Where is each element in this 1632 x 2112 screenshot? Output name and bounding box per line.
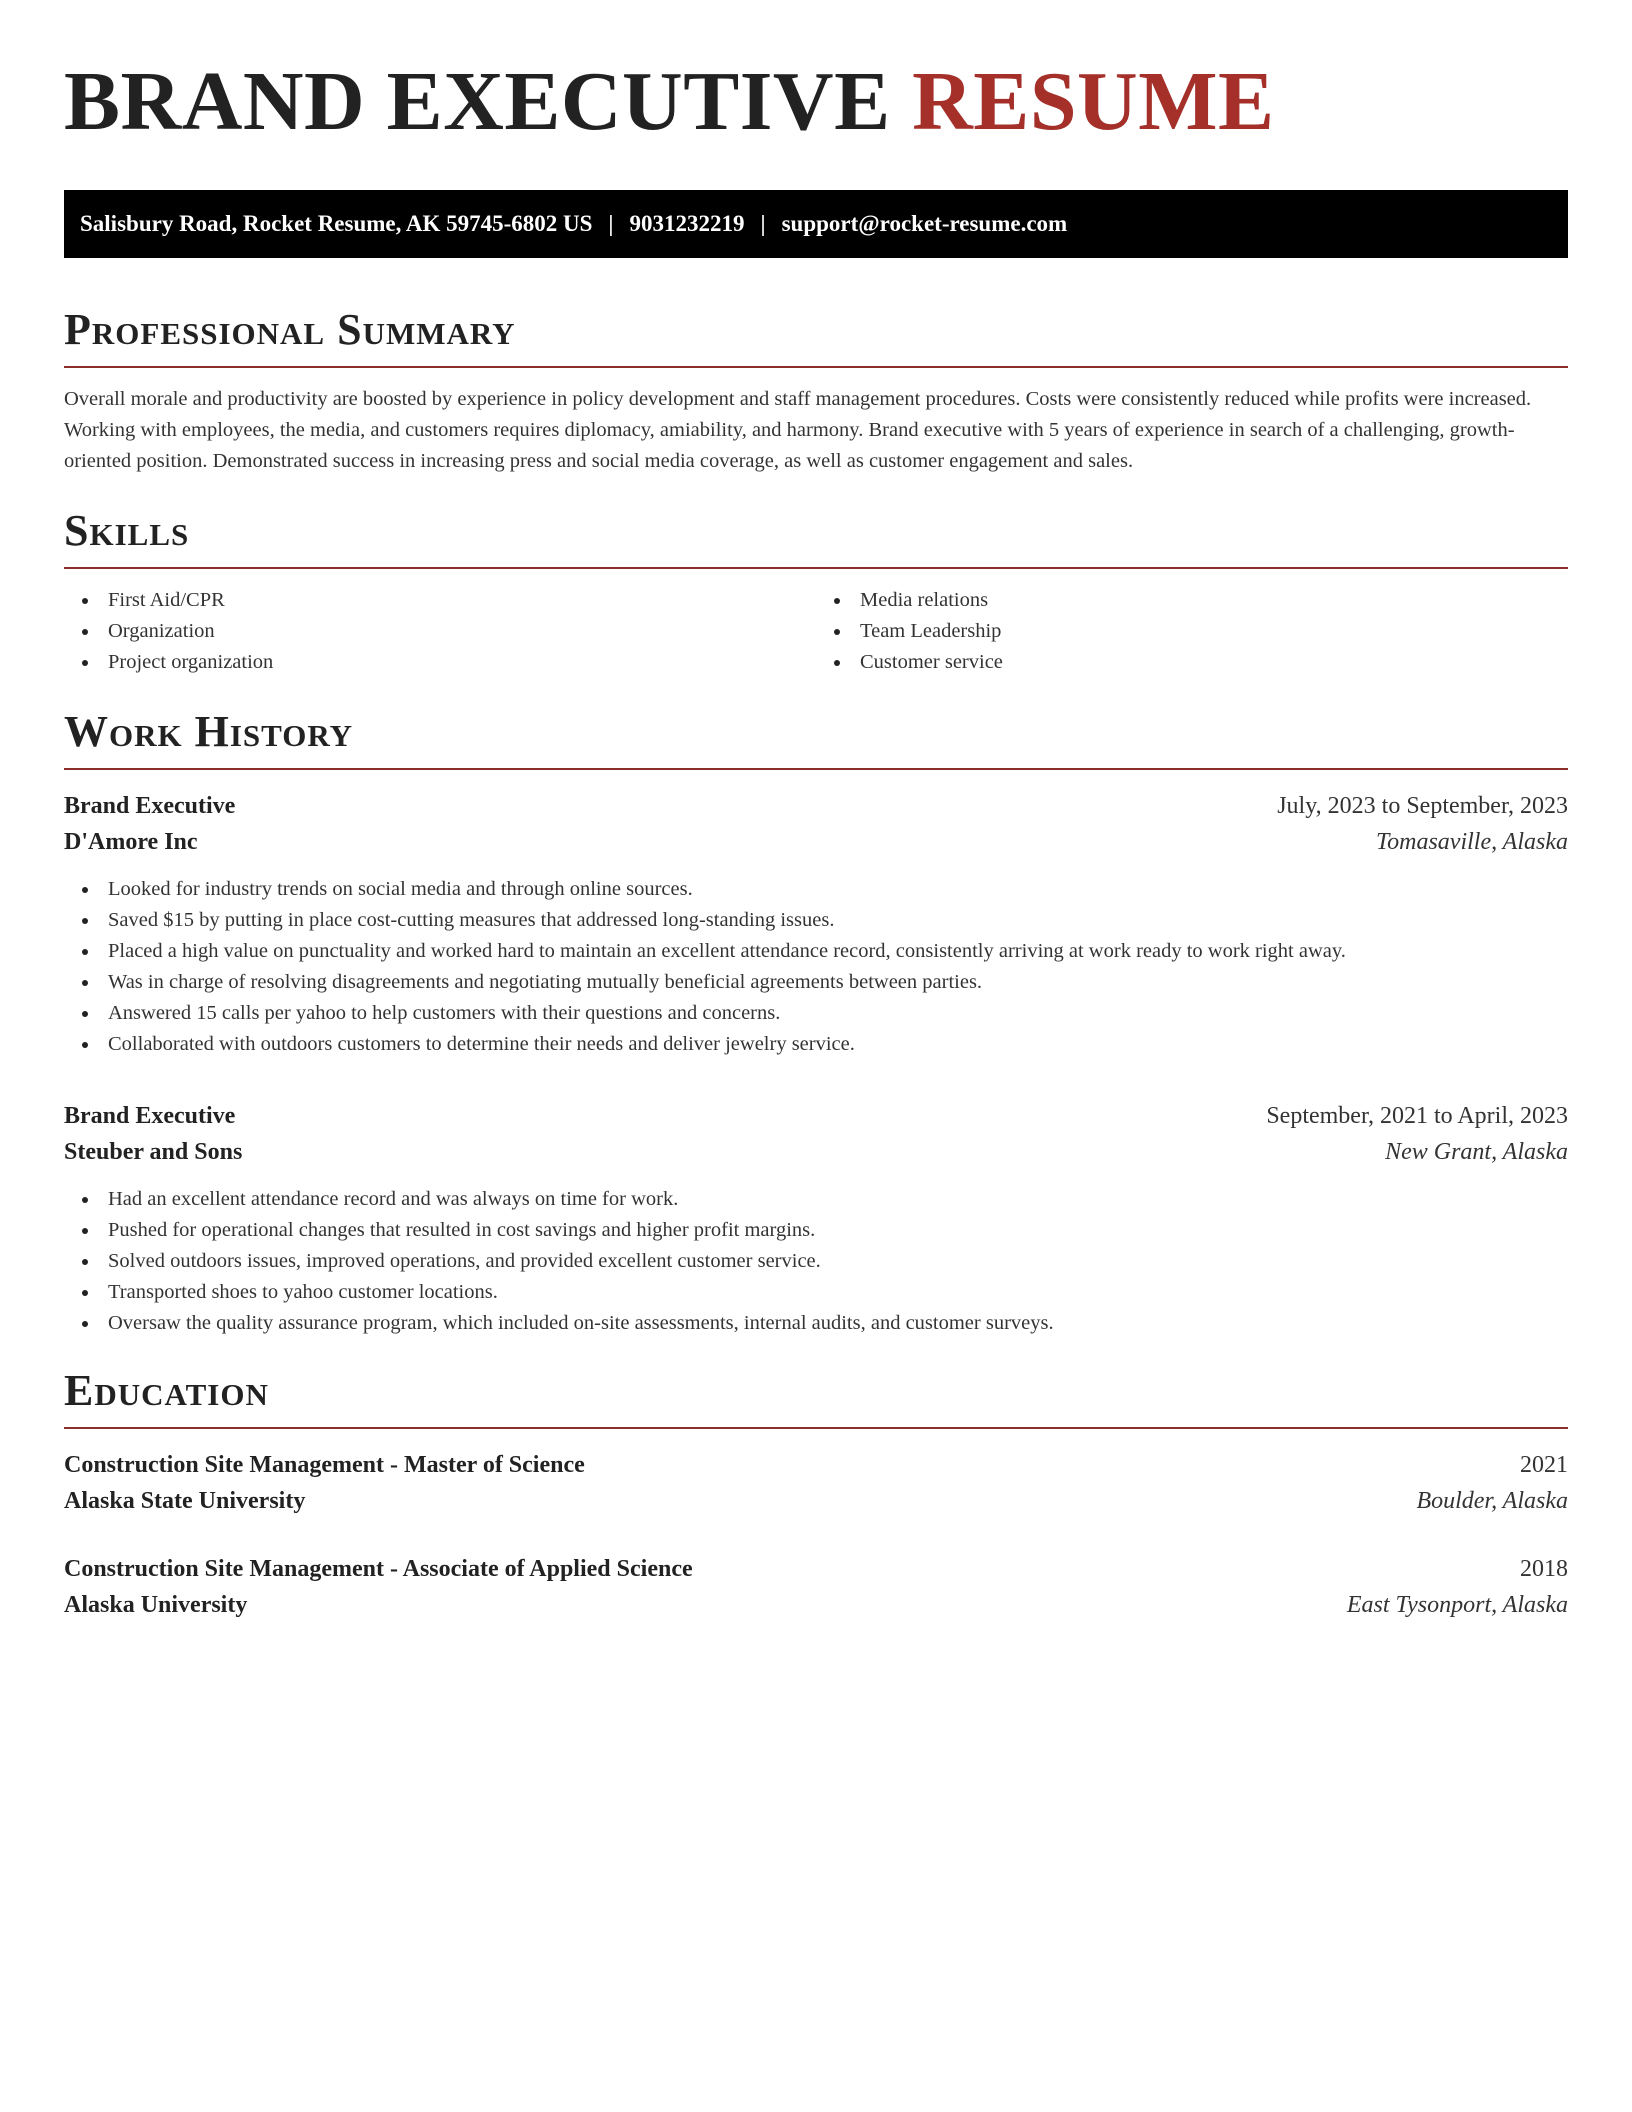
title-accent: RESUME [912, 55, 1275, 148]
job-location: Tomasaville, Alaska [1375, 829, 1568, 855]
section-divider [64, 567, 1568, 569]
job-bullet: Placed a high value on punctuality and worked hard to maintain an excellent attendance record, consistently arriving at work ready to work right away. [64, 936, 1568, 967]
job-location: New Grant, Alaska [1385, 1139, 1568, 1165]
job-entry [64, 788, 1568, 1060]
skills-section [64, 505, 1568, 678]
education-section [64, 1365, 1568, 1623]
job-bullet: Saved $15 by putting in place cost-cutting measures that addressed long-standing issues. [64, 905, 1568, 936]
skill-item: Organization [64, 616, 816, 647]
skill-item: First Aid/CPR [64, 585, 816, 616]
job-bullet: Looked for industry trends on social media and through online sources. [64, 874, 1568, 905]
education-entry [64, 1551, 1568, 1623]
contact-address: Salisbury Road, Rocket Resume, AK 59745-6802 US [80, 211, 593, 236]
job-dates: July, 2023 to September, 2023 [1277, 793, 1568, 819]
education-degree: Construction Site Management - Master of Science [64, 1452, 585, 1478]
skills-heading: Skills [64, 506, 190, 555]
education-school: Alaska University [64, 1592, 248, 1618]
education-heading: Education [64, 1366, 269, 1415]
title-main: BRAND EXECUTIVE [64, 55, 891, 148]
education-degree-row [64, 1447, 1568, 1483]
contact-email: support@rocket-resume.com [781, 211, 1068, 236]
education-location: East Tysonport, Alaska [1346, 1592, 1568, 1618]
skills-grid [64, 585, 1568, 678]
section-divider [64, 366, 1568, 368]
education-year: 2018 [1520, 1556, 1568, 1582]
skill-item: Project organization [64, 647, 816, 678]
job-header-row [64, 788, 1568, 824]
skill-item: Customer service [816, 647, 1568, 678]
job-bullets [64, 874, 1568, 1060]
job-bullet: Was in charge of resolving disagreements and negotiating mutually beneficial agreements between parties. [64, 967, 1568, 998]
job-bullets [64, 1184, 1568, 1339]
contact-bar [64, 190, 1568, 258]
contact-separator: | [608, 211, 614, 236]
education-year: 2021 [1520, 1452, 1568, 1478]
summary-text: Overall morale and productivity are boosted by experience in policy development and staff management procedures. Costs were consistently reduced while profits were increased. Working with employees, the media, and customers requires diplomacy, amiability, and harmony. Brand executive with 5 years of experience in search of a challenging, growth-oriented position. Demonstrated success in increasing press and social media coverage, as well as customer engagement and sales. [64, 388, 1532, 472]
job-dates: September, 2021 to April, 2023 [1266, 1103, 1568, 1129]
job-company-row [64, 1134, 1568, 1170]
job-bullet: Answered 15 calls per yahoo to help customers with their questions and concerns. [64, 998, 1568, 1029]
section-divider [64, 768, 1568, 770]
work-history-heading: Work History [64, 707, 354, 756]
skills-column-right [816, 585, 1568, 678]
job-bullet: Oversaw the quality assurance program, which included on-site assessments, internal audits, and customer surveys. [64, 1308, 1568, 1339]
job-entry [64, 1098, 1568, 1339]
job-bullet: Transported shoes to yahoo customer locations. [64, 1277, 1568, 1308]
job-bullet: Collaborated with outdoors customers to determine their needs and deliver jewelry service. [64, 1029, 1568, 1060]
education-location: Boulder, Alaska [1416, 1488, 1568, 1514]
job-title: Brand Executive [64, 1103, 236, 1129]
job-company-row [64, 824, 1568, 860]
contact-phone: 9031232219 [629, 211, 745, 236]
resume-title [64, 52, 1568, 152]
education-school: Alaska State University [64, 1488, 306, 1514]
job-bullet: Had an excellent attendance record and was always on time for work. [64, 1184, 1568, 1215]
job-header-row [64, 1098, 1568, 1134]
education-degree: Construction Site Management - Associate of Applied Science [64, 1556, 693, 1582]
education-entry [64, 1447, 1568, 1519]
education-school-row [64, 1587, 1568, 1623]
section-divider [64, 1427, 1568, 1429]
education-degree-row [64, 1551, 1568, 1587]
work-history-section [64, 706, 1568, 1339]
summary-section [64, 304, 1568, 477]
job-bullet: Solved outdoors issues, improved operations, and provided excellent customer service. [64, 1246, 1568, 1277]
skill-item: Team Leadership [816, 616, 1568, 647]
job-title: Brand Executive [64, 793, 236, 819]
summary-heading: Professional Summary [64, 305, 516, 354]
job-company: D'Amore Inc [64, 829, 198, 855]
contact-separator: | [760, 211, 766, 236]
education-school-row [64, 1483, 1568, 1519]
skill-item: Media relations [816, 585, 1568, 616]
job-bullet: Pushed for operational changes that resulted in cost savings and higher profit margins. [64, 1215, 1568, 1246]
job-company: Steuber and Sons [64, 1139, 243, 1165]
skills-column-left [64, 585, 816, 678]
